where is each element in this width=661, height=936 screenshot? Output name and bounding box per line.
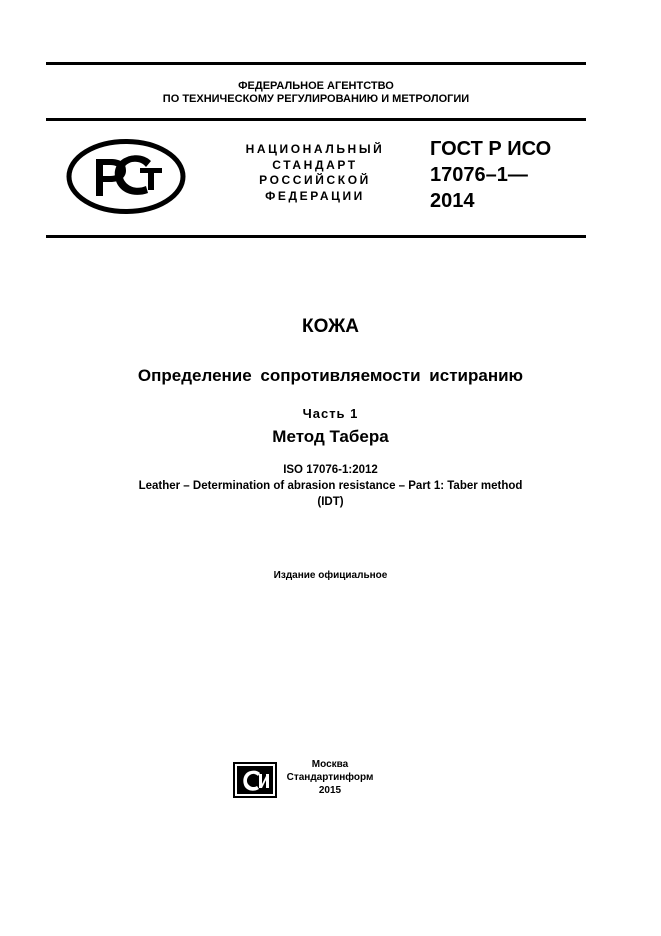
top-rule	[46, 62, 586, 65]
header-rule-upper	[46, 118, 586, 121]
publisher-name: Стандартинформ	[286, 772, 374, 783]
part-number: Часть 1	[302, 406, 359, 421]
publication-year: 2015	[318, 785, 342, 796]
designation-line-1: ГОСТ Р ИСО	[430, 138, 552, 160]
designation-line-3: 2014	[430, 190, 475, 212]
header-rule-lower	[46, 235, 586, 238]
edition-label: Издание официальное	[273, 570, 388, 581]
standard-type	[235, 142, 395, 204]
document-subtitle: Определение сопротивляемости истиранию	[137, 366, 524, 385]
standard-type-line-4: ФЕДЕРАЦИИ	[265, 188, 365, 203]
agency-name	[46, 80, 586, 106]
agency-line-2: ПО ТЕХНИЧЕСКОМУ РЕГУЛИРОВАНИЮ И МЕТРОЛОГИИ	[162, 93, 470, 105]
iso-identity: (IDT)	[317, 496, 344, 508]
standard-type-line-3: РОССИЙСКОЙ	[259, 173, 371, 187]
publisher-info	[285, 758, 375, 797]
designation-line-2: 17076–1—	[430, 164, 528, 186]
standard-type-line-2: СТАНДАРТ	[272, 157, 358, 172]
document-title: КОЖА	[301, 316, 360, 337]
iso-english-title: Leather – Determination of abrasion resistance – Part 1: Taber method	[138, 480, 523, 492]
standard-type-line-1: НАЦИОНАЛЬНЫЙ	[245, 142, 385, 156]
iso-reference	[0, 462, 661, 510]
publisher-city: Москва	[311, 759, 349, 770]
rst-mark-icon	[66, 139, 186, 214]
standard-designation	[430, 136, 590, 214]
standartinform-logo-icon	[233, 762, 277, 798]
iso-code: ISO 17076-1:2012	[283, 464, 378, 476]
method-title: Метод Табера	[272, 427, 389, 446]
agency-line-1: ФЕДЕРАЛЬНОЕ АГЕНТСТВО	[238, 80, 394, 92]
